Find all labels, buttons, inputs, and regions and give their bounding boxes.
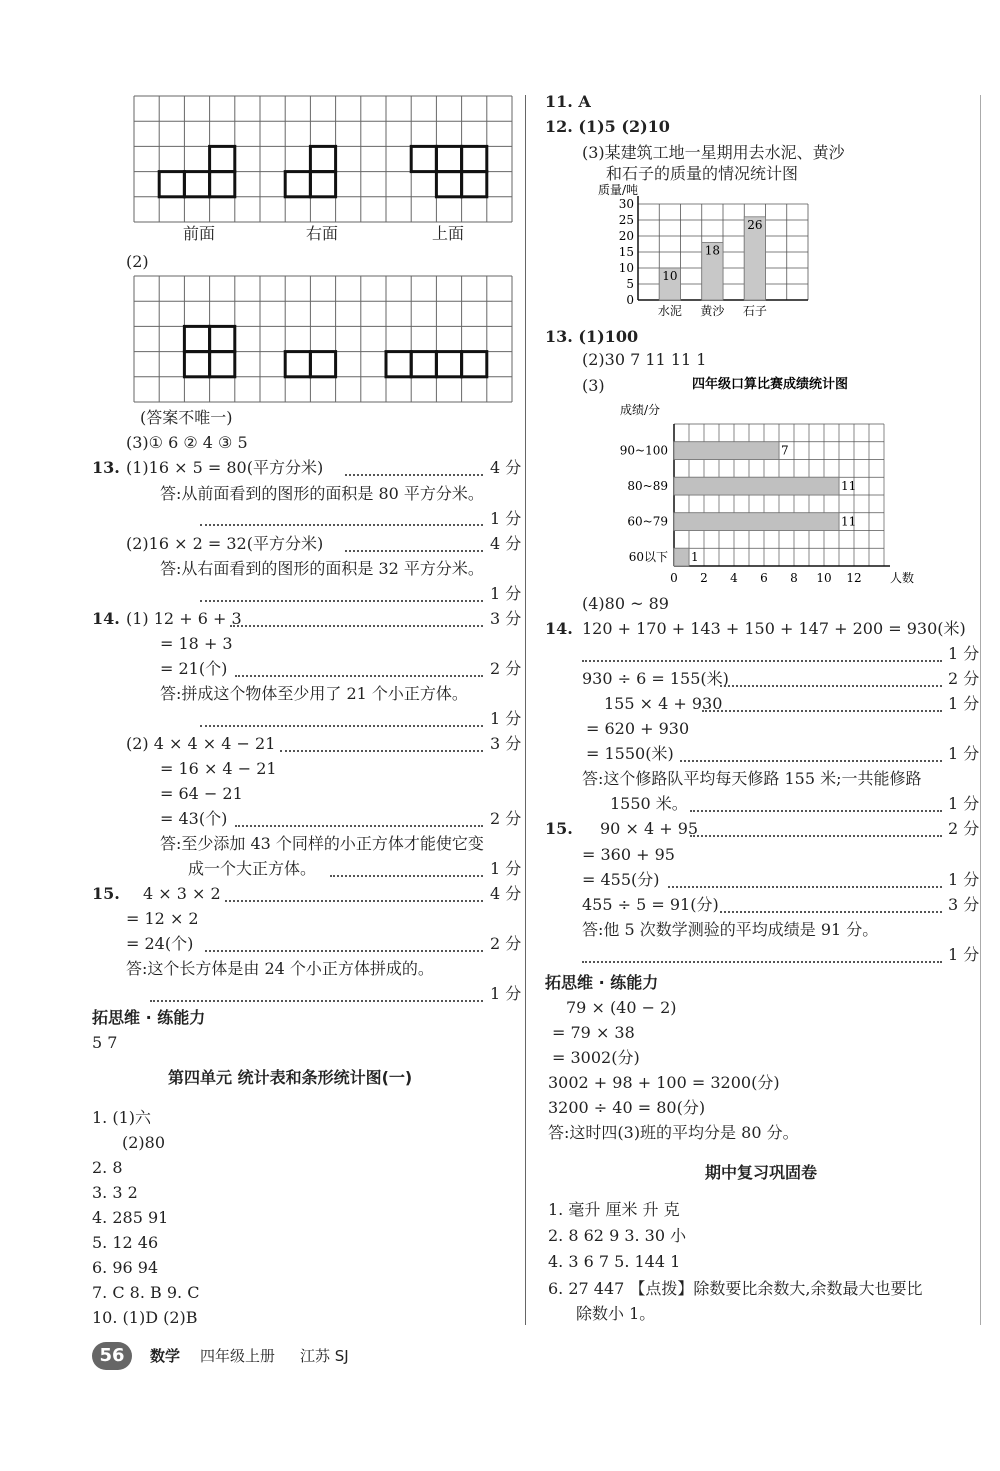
grid-label-top: 上面 xyxy=(432,224,465,243)
view-cell xyxy=(411,146,436,171)
view-cell xyxy=(285,172,310,197)
view-cell xyxy=(436,352,461,377)
chart2-category-label: 60以下 xyxy=(628,550,668,565)
midterm-title: 期中复习巩固卷 xyxy=(705,1163,818,1182)
r15-line: 90 × 4 + 95 xyxy=(600,819,699,838)
score: 2 分 xyxy=(490,659,522,678)
q15-line: = 24(个) xyxy=(126,934,194,953)
score-dots xyxy=(200,600,483,602)
r15-line: 答:他 5 次数学测验的平均成绩是 91 分。 xyxy=(582,920,879,939)
score-dots xyxy=(345,550,483,552)
r15-line: = 455(分) xyxy=(582,870,660,889)
q14-line: 答:拼成这个物体至少用了 21 个小正方体。 xyxy=(160,684,468,703)
r15-line: 455 ÷ 5 = 91(分) xyxy=(582,895,719,914)
score-dots xyxy=(235,675,483,677)
tuosiwei-line: = 79 × 38 xyxy=(552,1023,635,1042)
score: 3 分 xyxy=(490,609,522,628)
view-cell xyxy=(210,146,235,171)
chart2-category-label: 90~100 xyxy=(619,443,668,458)
answer-line: 5. 12 46 xyxy=(92,1233,159,1252)
chart1-caption: (3)某建筑工地一星期用去水泥、黄沙 xyxy=(582,143,845,162)
grid-label-front: 前面 xyxy=(183,224,216,243)
q15-number: 15. xyxy=(92,884,120,903)
q14-line: = 64 − 21 xyxy=(160,784,243,803)
r14-line: 答:这个修路队平均每天修路 155 米;一共能修路 xyxy=(582,769,922,788)
score-dots xyxy=(702,710,942,712)
chart2-bar xyxy=(674,513,839,531)
score: 2 分 xyxy=(948,819,980,838)
score: 2 分 xyxy=(490,934,522,953)
answer-line: (4)80 ~ 89 xyxy=(582,594,669,613)
tuosiwei-line: 3200 ÷ 40 = 80(分) xyxy=(548,1098,706,1117)
score-dots xyxy=(680,760,942,762)
answer-line: 1. 毫升 厘米 升 克 xyxy=(548,1200,680,1219)
chart1-ylabel: 质量/吨 xyxy=(598,183,639,197)
r14-line: 155 × 4 + 930 xyxy=(604,694,723,713)
score: 1 分 xyxy=(948,870,980,889)
view-cell xyxy=(436,146,461,171)
score-dots xyxy=(225,900,483,902)
chart1-value-label: 18 xyxy=(704,243,721,258)
tuosiwei-line: 79 × (40 − 2) xyxy=(566,998,677,1017)
view-cell xyxy=(310,146,335,171)
q14-line: = 18 + 3 xyxy=(160,634,233,653)
answer-line: 除数小 1。 xyxy=(576,1304,656,1323)
answer-line: 4. 285 91 xyxy=(92,1208,169,1227)
chart2-bar xyxy=(674,477,839,495)
score-dots xyxy=(230,625,483,627)
r14-line: 1550 米。 xyxy=(610,794,688,813)
answer-line: 1. (1)六 xyxy=(92,1108,152,1127)
chart2-xtick: 10 xyxy=(816,571,832,585)
chart1-category-label: 黄沙 xyxy=(700,304,725,318)
r14-line: = 620 + 930 xyxy=(586,719,690,738)
view-grid-2 xyxy=(134,276,514,402)
section-title-tuosiwei-right: 拓思维 · 练能力 xyxy=(545,973,659,992)
answer-line: (3) xyxy=(582,376,605,395)
chart2-xtick: 2 xyxy=(700,571,708,585)
answer-line: 2. 8 xyxy=(92,1158,123,1177)
score: 2 分 xyxy=(490,809,522,828)
q14-line: 答:至少添加 43 个同样的小正方体才能使它变 xyxy=(160,834,484,853)
right-margin-line xyxy=(980,95,981,1325)
answer-line: 2. 8 62 9 3. 30 小 xyxy=(548,1226,687,1245)
unit-title: 第四单元 统计表和条形统计图(一) xyxy=(168,1068,413,1087)
view-cell xyxy=(210,326,235,351)
view-cell xyxy=(285,352,310,377)
score-dots xyxy=(582,660,942,662)
chart2-value-label: 7 xyxy=(781,443,789,458)
chart1-category-label: 石子 xyxy=(742,304,767,318)
r14-line: = 1550(米) xyxy=(586,744,674,763)
chart2-bar xyxy=(674,548,689,566)
answer-line: 6. 27 447 【点拨】除数要比余数大,余数最大也要比 xyxy=(548,1279,923,1298)
score: 1 分 xyxy=(948,945,980,964)
q13-line: 答:从前面看到的图形的面积是 80 平方分米。 xyxy=(160,484,484,503)
chart2-value-label: 11 xyxy=(841,479,857,494)
view-cell xyxy=(184,352,209,377)
answer-line: 6. 96 94 xyxy=(92,1258,159,1277)
chart1-ytick: 0 xyxy=(626,293,634,307)
score-dots xyxy=(200,524,483,526)
chart2-title: 四年级口算比赛成绩统计图 xyxy=(691,377,849,392)
score: 1 分 xyxy=(490,584,522,603)
score: 1 分 xyxy=(490,859,522,878)
score-dots xyxy=(205,950,483,952)
tuosiwei-line: = 3002(分) xyxy=(552,1048,640,1067)
chart1-ytick: 5 xyxy=(626,277,634,291)
view-cell xyxy=(210,172,235,197)
chart2-xlabel: 人数 xyxy=(890,571,915,585)
chart1-value-label: 26 xyxy=(747,217,763,232)
score: 4 分 xyxy=(490,534,522,553)
chart2-xtick: 0 xyxy=(670,571,678,585)
score: 1 分 xyxy=(490,984,522,1003)
chart2-xtick: 8 xyxy=(790,571,798,585)
column-divider xyxy=(525,95,526,1325)
answer-line: 3. 3 2 xyxy=(92,1183,138,1202)
chart1-ytick: 10 xyxy=(618,261,634,275)
answer-line: 13. (1)100 xyxy=(545,327,639,346)
q13-line: (2)16 × 2 = 32(平方分米) xyxy=(126,534,324,553)
score-dots xyxy=(690,835,942,837)
score-dots xyxy=(200,725,483,727)
q14-line: (2) 4 × 4 × 4 − 21 xyxy=(126,734,276,753)
q15-line: 4 × 3 × 2 xyxy=(143,884,221,903)
tuosiwei-answer: 5 7 xyxy=(92,1033,118,1052)
score: 4 分 xyxy=(490,458,522,477)
footer-edition: 江苏 SJ xyxy=(300,1347,349,1365)
chart2-value-label: 11 xyxy=(841,514,857,529)
q15-line: 答:这个长方体是由 24 个小正方体拼成的。 xyxy=(126,959,434,978)
q14-line: 成一个大正方体。 xyxy=(188,859,317,878)
q13-line: 答:从右面看到的图形的面积是 32 平方分米。 xyxy=(160,559,484,578)
score: 3 分 xyxy=(490,734,522,753)
chart2-xtick: 4 xyxy=(730,571,738,585)
view-cell xyxy=(462,172,487,197)
view-cell xyxy=(462,146,487,171)
answer-line: 12. (1)5 (2)10 xyxy=(545,117,670,136)
q14-line: (1) 12 + 6 + 3 xyxy=(126,609,242,628)
chart1-caption: 和石子的质量的情况统计图 xyxy=(606,164,799,183)
answer-line: 4. 3 6 7 5. 144 1 xyxy=(548,1252,681,1271)
r15-line: = 360 + 95 xyxy=(582,845,675,864)
score-dots xyxy=(150,1000,483,1002)
view-cell xyxy=(310,172,335,197)
view-grid-1 xyxy=(134,96,514,222)
score: 1 分 xyxy=(948,644,980,663)
chart2-ylabel: 成绩/分 xyxy=(620,403,661,417)
q14-line: = 21(个) xyxy=(160,659,228,678)
r15-number: 15. xyxy=(545,819,573,838)
view-cell xyxy=(184,326,209,351)
view-cell xyxy=(386,352,411,377)
chart1-ytick: 25 xyxy=(618,213,634,227)
chart2-category-label: 80~89 xyxy=(627,479,668,494)
chart2-bar xyxy=(674,442,779,460)
chart-oral-calc-scores xyxy=(600,374,920,589)
tuosiwei-line: 答:这时四(3)班的平均分是 80 分。 xyxy=(548,1123,799,1142)
chart2-xtick: 12 xyxy=(846,571,862,585)
grid-label-right: 右面 xyxy=(306,224,339,243)
view-cell xyxy=(462,352,487,377)
section-title-tuosiwei: 拓思维 · 练能力 xyxy=(92,1008,206,1027)
view-cell xyxy=(436,172,461,197)
score: 1 分 xyxy=(948,794,980,813)
score: 1 分 xyxy=(490,509,522,528)
q14-line: = 43(个) xyxy=(160,809,228,828)
view-cell xyxy=(159,172,184,197)
chart2-xtick: 6 xyxy=(760,571,768,585)
score: 3 分 xyxy=(948,895,980,914)
view-cell xyxy=(411,352,436,377)
page-number-badge: 56 xyxy=(92,1342,132,1370)
score-dots xyxy=(330,875,483,877)
chart1-ytick: 20 xyxy=(618,229,634,243)
footer-grade: 四年级上册 xyxy=(200,1347,276,1365)
view-cell xyxy=(210,352,235,377)
score: 1 分 xyxy=(948,694,980,713)
score-dots xyxy=(720,911,942,913)
q14-line: = 16 × 4 − 21 xyxy=(160,759,277,778)
q13-line: (1)16 × 5 = 80(平方分米) xyxy=(126,458,324,477)
q15-line: = 12 × 2 xyxy=(126,909,199,928)
view-cell xyxy=(184,172,209,197)
score: 2 分 xyxy=(948,669,980,688)
chart1-ytick: 30 xyxy=(618,197,634,211)
score: 1 分 xyxy=(948,744,980,763)
chart1-category-label: 水泥 xyxy=(657,304,682,318)
score-dots xyxy=(235,825,483,827)
score: 1 分 xyxy=(490,709,522,728)
answer-line: (2)30 7 11 11 1 xyxy=(582,350,707,369)
chart2-category-label: 60~79 xyxy=(627,514,668,529)
view-cell xyxy=(310,352,335,377)
chart-material-usage xyxy=(590,182,830,322)
score-dots xyxy=(668,886,942,888)
score-dots xyxy=(280,750,483,752)
tuosiwei-line: 3002 + 98 + 100 = 3200(分) xyxy=(548,1073,780,1092)
r14-number: 14. xyxy=(545,619,573,638)
answer-line: 10. (1)D (2)B xyxy=(92,1308,198,1327)
score: 4 分 xyxy=(490,884,522,903)
note-text: (答案不唯一) xyxy=(140,408,233,427)
chart1-value-label: 10 xyxy=(662,269,678,283)
score-dots xyxy=(345,474,483,476)
q14-number: 14. xyxy=(92,609,120,628)
score-dots xyxy=(690,810,942,812)
chart2-value-label: 1 xyxy=(691,550,699,565)
answer-line: 11. A xyxy=(545,92,591,111)
score-dots xyxy=(720,685,942,687)
part-2-label: (2) xyxy=(126,252,149,271)
chart1-ytick: 15 xyxy=(618,245,634,259)
r14-line: 930 ÷ 6 = 155(米) xyxy=(582,669,729,688)
r14-line: 120 + 170 + 143 + 150 + 147 + 200 = 930(米) xyxy=(582,619,966,638)
answer-line: 7. C 8. B 9. C xyxy=(92,1283,200,1302)
footer-subject: 数学 xyxy=(150,1347,181,1365)
part-3-answer: (3)① 6 ② 4 ③ 5 xyxy=(126,433,248,452)
answer-line: (2)80 xyxy=(122,1133,166,1152)
q13-number: 13. xyxy=(92,458,120,477)
score-dots xyxy=(582,961,942,963)
